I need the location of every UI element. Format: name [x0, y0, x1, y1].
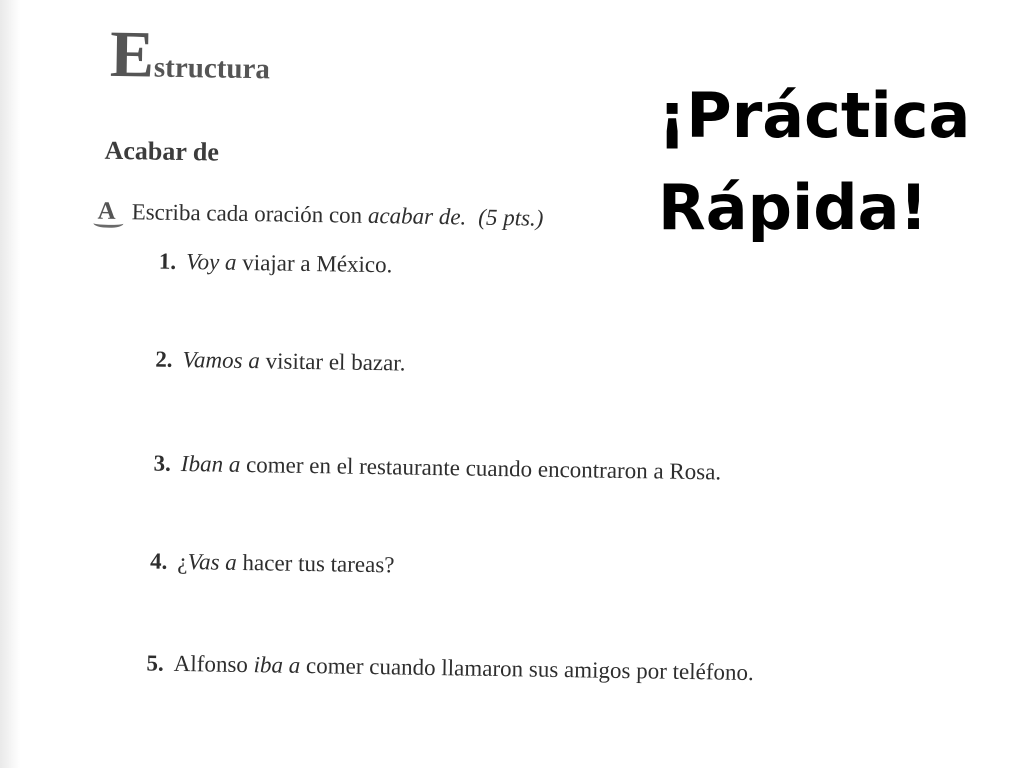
- subsection-title: Acabar de: [104, 136, 219, 168]
- section-title-rest: structura: [154, 52, 270, 86]
- exercise-item-1: [159, 249, 393, 279]
- item-prefix: Alfonso: [174, 651, 254, 677]
- item-italic: iba a: [253, 652, 300, 678]
- item-text: hacer tus tareas?: [237, 550, 395, 577]
- item-number: 2.: [155, 347, 173, 372]
- item-number: 5.: [146, 650, 164, 675]
- headline-line-2: Rápida!: [658, 162, 970, 254]
- slide-headline: [658, 70, 970, 254]
- instruction-text: Escriba cada oración con: [131, 199, 368, 228]
- exercise-item-2: [155, 347, 406, 377]
- exercise-item-3: [153, 451, 721, 486]
- headline-line-1: ¡Práctica: [658, 70, 970, 162]
- item-italic: Vamos a: [182, 347, 260, 373]
- section-title-initial: E: [110, 18, 155, 92]
- item-italic: Vas a: [187, 549, 237, 575]
- item-text: comer en el restaurante cuando encontraron a Rosa.: [240, 452, 721, 485]
- item-number: 1.: [159, 249, 177, 274]
- item-text: comer cuando llamaron sus amigos por teléfono.: [300, 653, 754, 685]
- item-number: 4.: [150, 549, 168, 574]
- item-italic: Iban a: [181, 451, 241, 477]
- item-text: visitar el bazar.: [260, 348, 406, 375]
- instruction-italic: acabar de.: [368, 203, 467, 230]
- item-italic: Voy a: [186, 249, 237, 275]
- exercise-item-4: [150, 549, 395, 579]
- item-text: viajar a México.: [236, 250, 392, 277]
- exercise-letter: A: [97, 198, 116, 226]
- item-prefix: ¿: [177, 549, 188, 574]
- exercise-instruction: [97, 198, 543, 233]
- section-title: [110, 22, 271, 91]
- instruction-points: (5 pts.): [478, 205, 544, 231]
- exercise-item-5: [146, 650, 754, 686]
- item-number: 3.: [153, 451, 171, 476]
